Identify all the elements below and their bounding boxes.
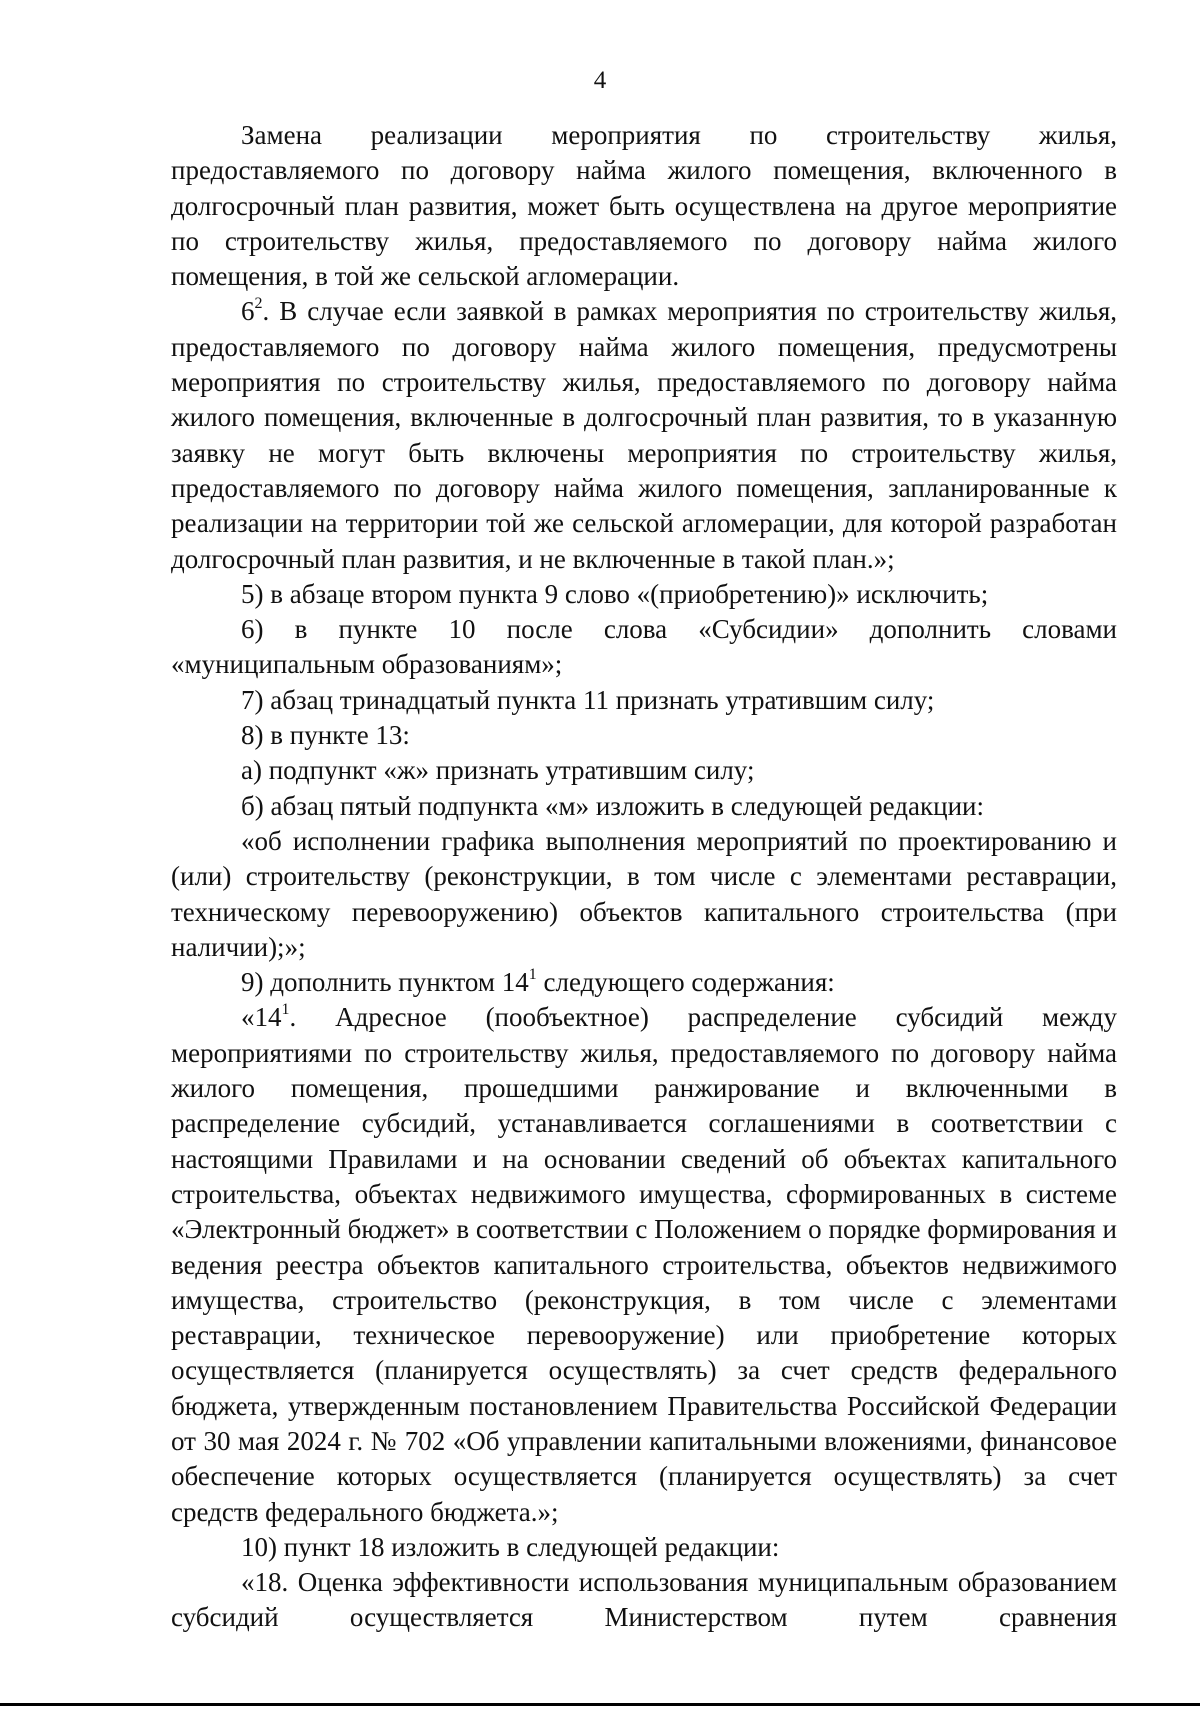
paragraph-quote-schedule: «об исполнении графика выполнения мероприятий по проектированию и (или) строительству (реконструкции, в том числе с элементами реставрации, техническому перевооружению) объектов капитального строительства (при наличии);»; — [171, 825, 1117, 962]
paragraph-item-5: 5) в абзаце втором пункта 9 слово «(приобретению)» исключить; — [241, 578, 989, 609]
paragraph-14-1: «$14^1$. Адресное (пообъектное) распределение субсидий между мероприятиями по строительству жилья, предоставляемого по договору найма жилого помещения, прошедшими ранжирование и включенными в распределение субсидий, устанавливается соглашениями в соответствии с настоящими Правилами и на основании сведений об объектах капитального строительства, объектах недвижимого имущества, сформированных в системе «Электронный бюджет» в соответствии с Положением о порядке формирования и ведения реестра объектов капитального строительства, объектов недвижимого имущества, строительство (реконструкция, в том числе с элементами реставрации, техническое перевооружение) или приобретение которых осуществляется (планируется осуществлять) за счет средств федерального бюджета, утвержденным постановлением Правительства Российской Федерации от 30 мая 2024 г. № 702 «Об управлении капитальными вложениями, финансовое обеспечение которых осуществляется (планируется осуществлять) за счет средств федерального бюджета.»; — [171, 1001, 1117, 1527]
paragraph-item-9: 9) дополнить пунктом $14^1$ следующего содержания: — [241, 966, 835, 998]
page-number: 4 — [593, 67, 607, 94]
paragraph-item-8a: а) подпункт «ж» признать утратившим силу; — [241, 755, 755, 786]
paragraph-item-8b: б) абзац пятый подпункта «м» изложить в следующей редакции: — [241, 790, 984, 821]
bottom-scan-edge — [0, 1703, 1200, 1706]
paragraph-replacement: Замена реализации мероприятия по строительству жилья, предоставляемого по договору найма жилого помещения, включенного в долгосрочный план развития, может быть осуществлена на другое мероприятие по строительству жилья, предоставляемого по договору найма жилого помещения, в той же сельской агломерации. — [171, 120, 1117, 292]
superscript: 2 — [254, 295, 263, 313]
paragraph-item-7: 7) абзац тринадцатый пункта 11 признать утратившим силу; — [241, 684, 935, 715]
paragraph-item-8: 8) в пункте 13: — [241, 720, 410, 751]
superscript: 1 — [281, 1001, 290, 1019]
superscript: 1 — [528, 966, 537, 984]
paragraph-18: «18. Оценка эффективности использования муниципальным образованием субсидий осуществляется Министерством путем сравнения — [171, 1567, 1117, 1633]
paragraph-item-10: 10) пункт 18 изложить в следующей редакции: — [241, 1531, 780, 1562]
document-body — [171, 118, 1117, 1636]
paragraph-6-2: $6^2$. В случае если заявкой в рамках мероприятия по строительству жилья, предоставляемого по договору найма жилого помещения, предусмотрены мероприятия по строительству жилья, предоставляемого по договору найма жилого помещения, включенные в долгосрочный план развития, то в указанную заявку не могут быть включены мероприятия по строительству жилья, предоставляемого по договору найма жилого помещения, запланированные к реализации на территории той же сельской агломерации, для которой разработан долгосрочный план развития, и не включенные в такой план.»; — [171, 295, 1117, 574]
paragraph-item-6: 6) в пункте 10 после слова «Субсидии» дополнить словами «муниципальным образованиям»; — [171, 614, 1117, 680]
